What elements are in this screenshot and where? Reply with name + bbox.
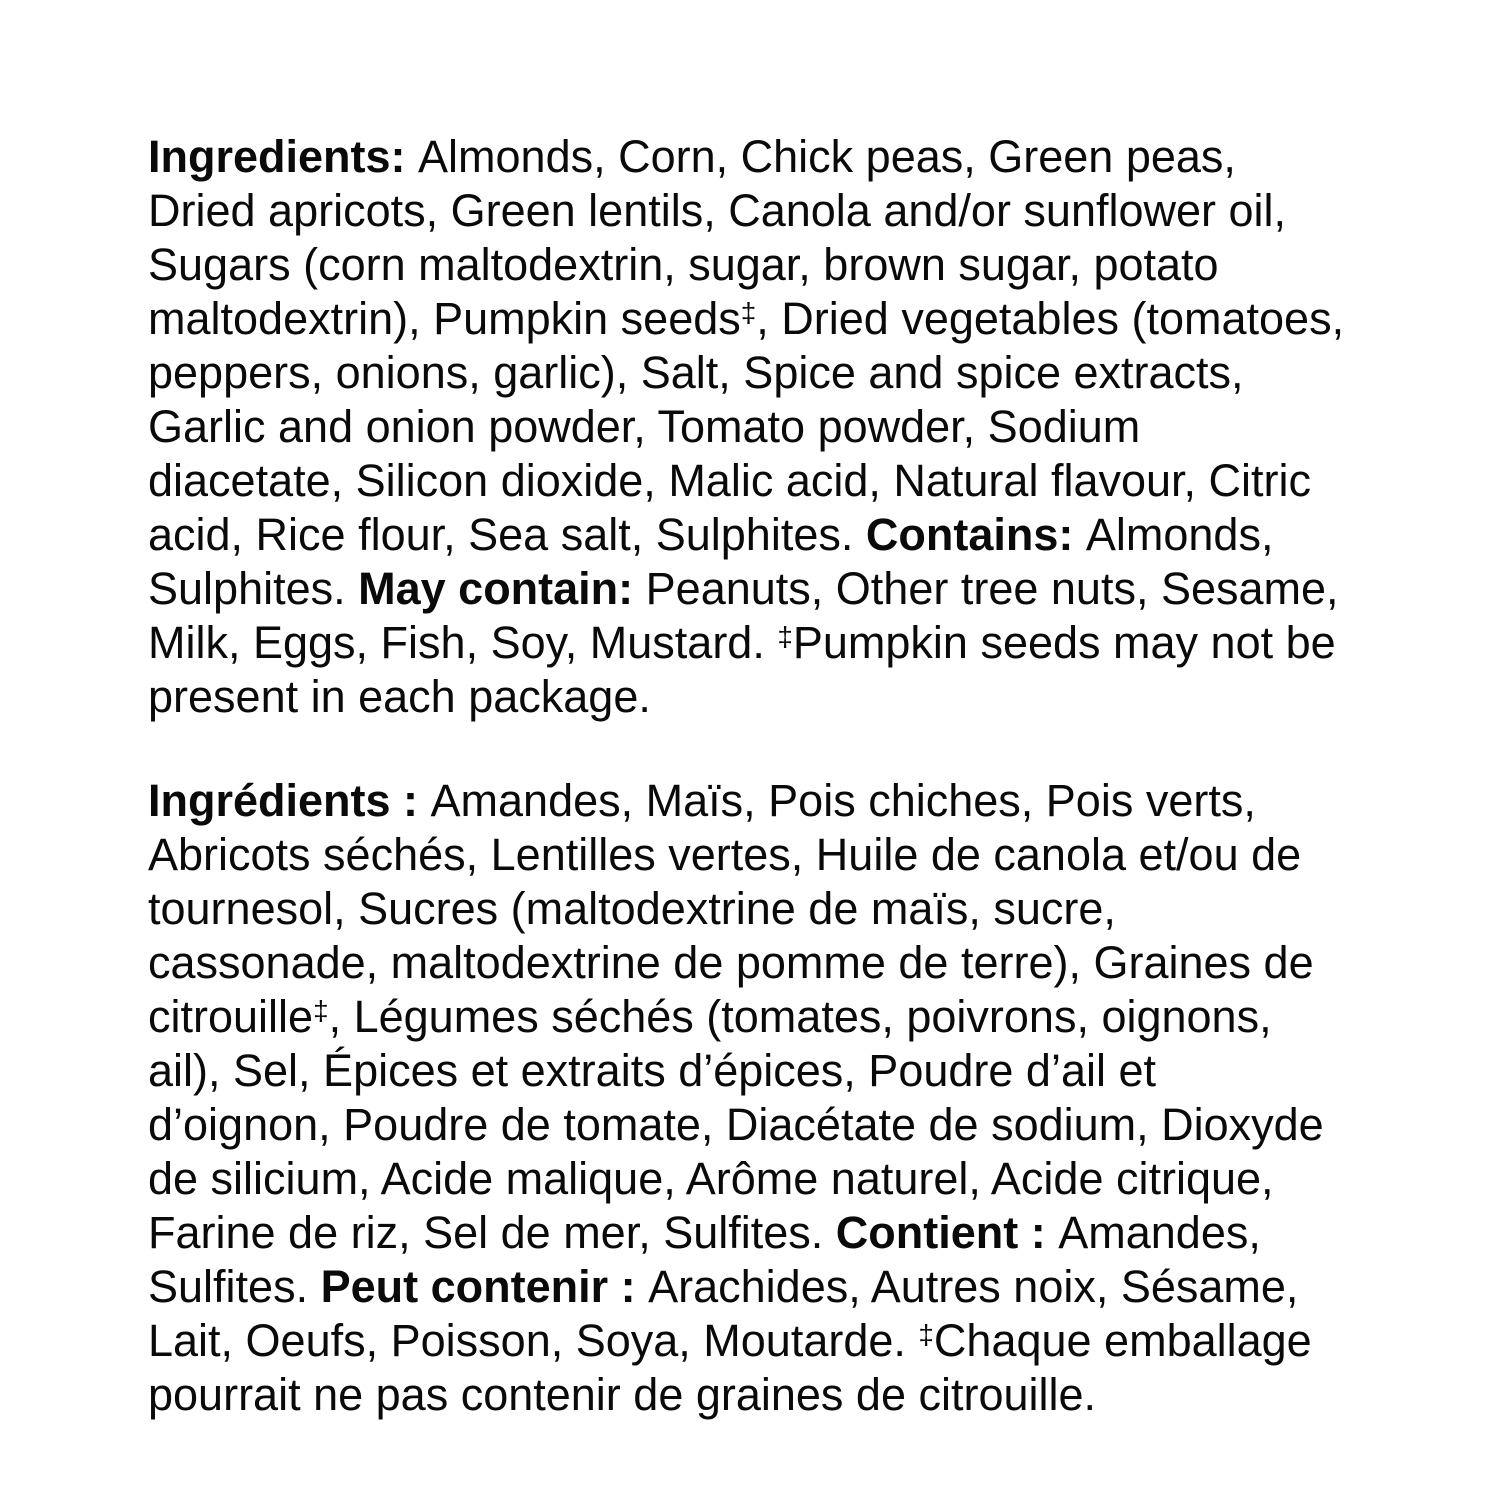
french-ingredients-list-continued: , Légumes séchés (tomates, poivrons, oignons, ail), Sel, Épices et extraits d’épices, Poudre d’ail et d’oignon, Poudre de tomate, Diacétate de sodium, Dioxyde de silicium, Acide malique, Arôme naturel, Acide citrique, Farine de riz, Sel de mer, Sulfites. bbox=[148, 991, 1324, 1258]
ingredients-paragraph-english bbox=[148, 130, 1346, 724]
french-ingredients-heading: Ingrédients : bbox=[148, 775, 431, 826]
english-ingredients-list-continued: , Dried vegetables (tomatoes, peppers, onions, garlic), Salt, Spice and spice extracts, Garlic and onion powder, Tomato powder, Sodium diacetate, Silicon dioxide, Malic acid, Natural flavour, Citric acid, Rice flour, Sea salt, Sulphites. bbox=[148, 293, 1345, 560]
french-footnote: Chaque emballage pourrait ne pas contenir de graines de citrouille. bbox=[148, 1315, 1312, 1420]
double-dagger-mark: ‡ bbox=[777, 621, 793, 653]
english-ingredients-heading: Ingredients: bbox=[148, 131, 419, 182]
double-dagger-mark: ‡ bbox=[313, 995, 329, 1027]
english-may-contain-heading: May contain: bbox=[358, 563, 646, 614]
double-dagger-mark: ‡ bbox=[740, 297, 757, 329]
french-ingredients-list: Amandes, Maïs, Pois chiches, Pois verts, Abricots séchés, Lentilles vertes, Huile de canola et/ou de tournesol, Sucres (maltodextrine de maïs, sucre, cassonade, maltodextrine de pomme de terre), Graines de citrouille bbox=[148, 775, 1314, 1042]
english-ingredients-list: Almonds, Corn, Chick peas, Green peas, Dried apricots, Green lentils, Canola and/or sunflower oil, Sugars (corn maltodextrin, sugar, brown sugar, potato maltodextrin), Pumpkin seeds bbox=[148, 131, 1287, 344]
french-contains-list: Amandes, Sulfites. bbox=[148, 1207, 1261, 1312]
english-contains-heading: Contains: bbox=[865, 509, 1086, 560]
english-may-contain-list: Peanuts, Other tree nuts, Sesame, Milk, Eggs, Fish, Soy, Mustard. bbox=[148, 563, 1339, 668]
french-contains-heading: Contient : bbox=[835, 1207, 1059, 1258]
ingredients-paragraph-french bbox=[148, 774, 1346, 1422]
french-may-contain-heading: Peut contenir : bbox=[320, 1261, 649, 1312]
english-contains-list: Almonds, Sulphites. bbox=[148, 509, 1274, 614]
ingredients-label bbox=[148, 130, 1346, 1422]
english-footnote: Pumpkin seeds may not be present in each package. bbox=[148, 617, 1336, 722]
french-may-contain-list: Arachides, Autres noix, Sésame, Lait, Oeufs, Poisson, Soya, Moutarde. bbox=[148, 1261, 1299, 1366]
double-dagger-mark: ‡ bbox=[918, 1319, 934, 1351]
